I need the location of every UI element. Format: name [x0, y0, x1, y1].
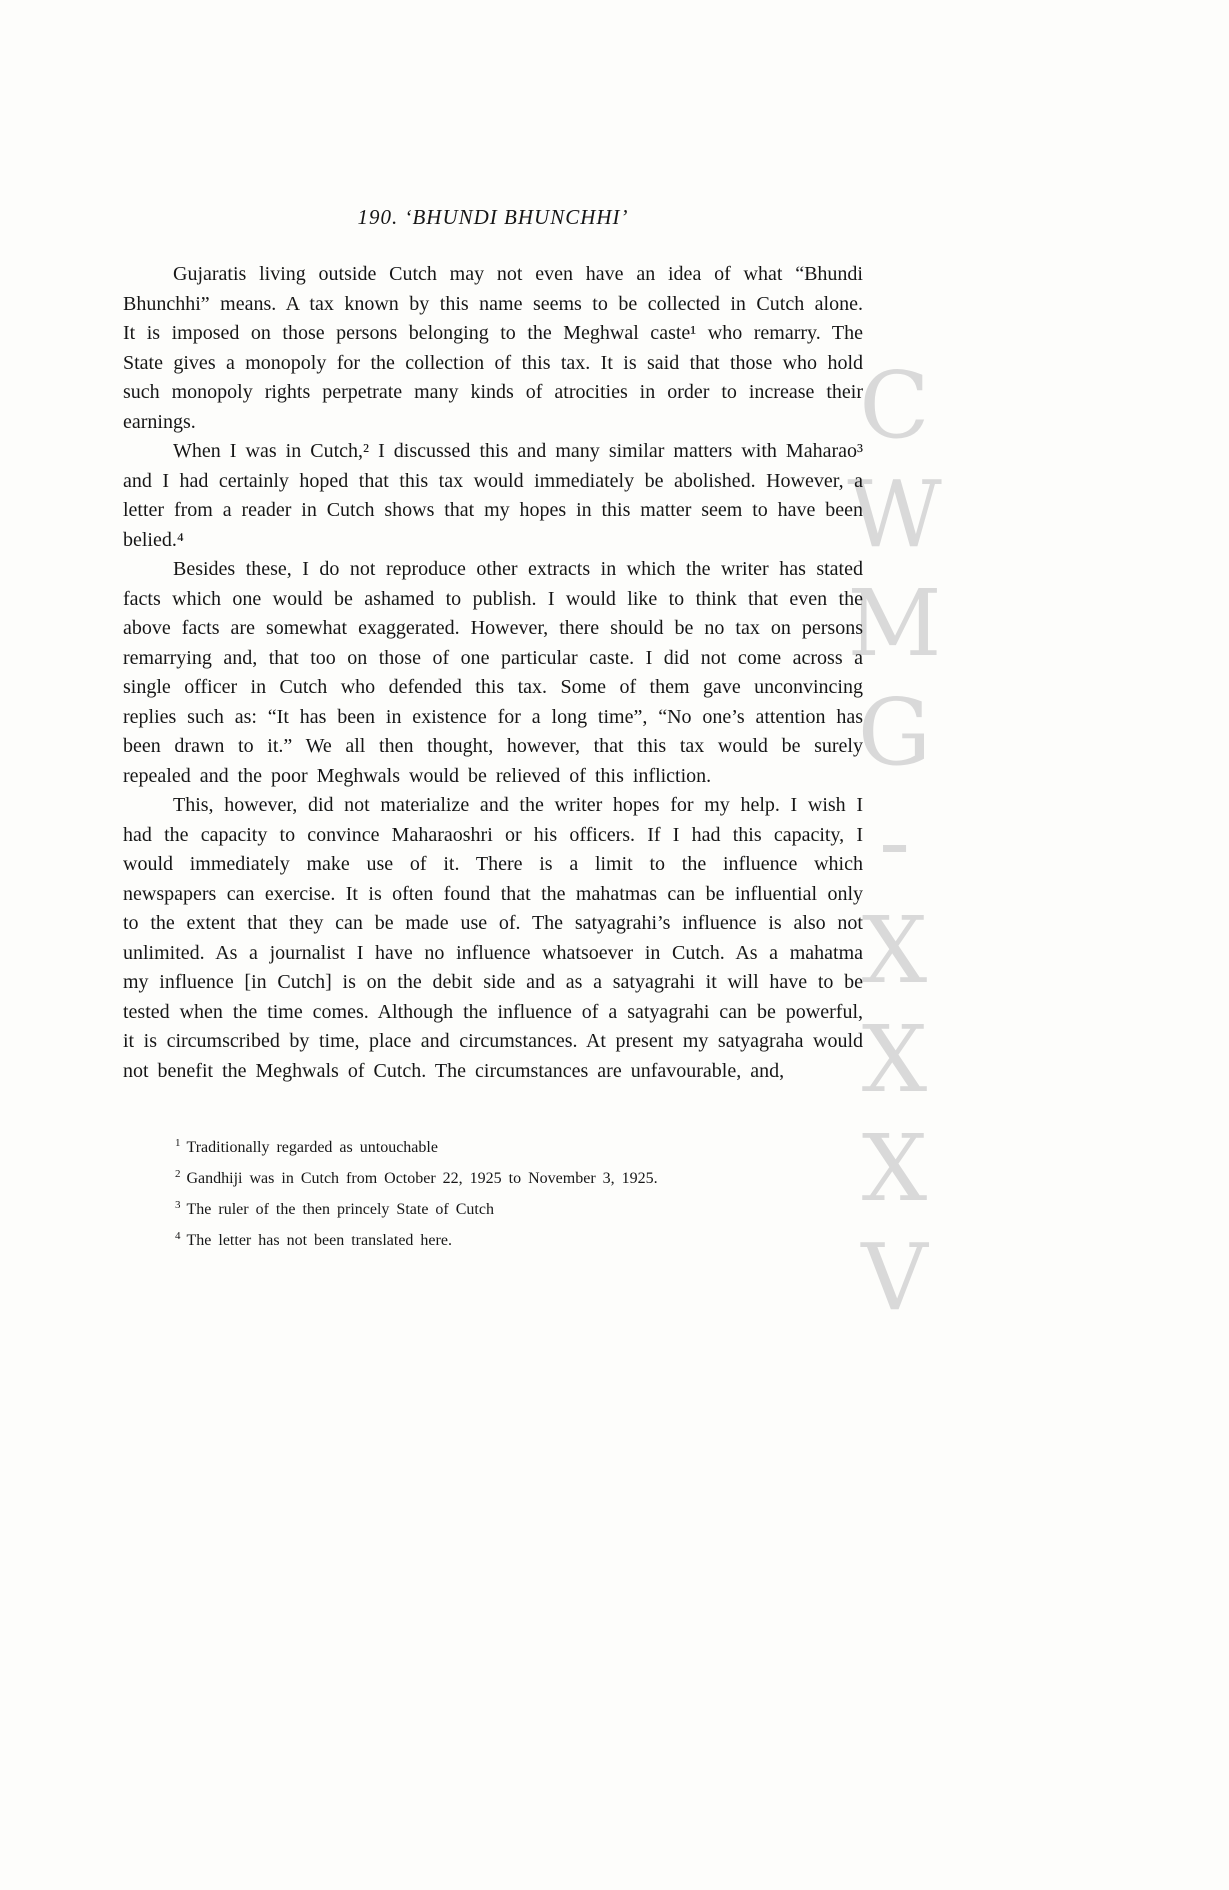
footnote-2: [175, 1161, 863, 1192]
footnotes-block: [175, 1130, 863, 1254]
paragraph-4: This, however, did not materialize and the writer hopes for my help. I wish I had the capacity to convince Maharaoshri or his officers. If I had this capacity, I would immediately make use of it. There is a limit to the influence which newspapers can exercise. It is often found that the mahatmas can be influential only to the extent that they can be made use of. The satyagrahi’s influence is also not unlimited. As a journalist I have no influence whatsoever in Cutch. As a mahatma my influence [in Cutch] is on the debit side and as a satyagrahi it will have to be tested when the time comes. Although the influence of a satyagrahi can be powerful, it is circumscribed by time, place and circumstances. At present my satyagraha would not benefit the Meghwals of Cutch. The circumstances are unfavourable, and,: [123, 794, 863, 1082]
footnote-3: [175, 1192, 863, 1223]
footnote-marker: 3: [175, 1199, 181, 1211]
paragraph-1: Gujaratis living outside Cutch may not even have an idea of what “Bhundi Bhunchhi” means. A tax known by this name seems to be collected in Cutch alone. It is imposed on those persons belonging to the Meghwal caste¹ who remarry. The State gives a monopoly for the collection of this tax. It is said that those who hold such monopoly rights perpetrate many kinds of atrocities in order to increase their earnings.: [123, 263, 863, 433]
footnote-4: [175, 1223, 863, 1254]
footnote-1: [175, 1130, 863, 1161]
footnote-marker: 1: [175, 1137, 181, 1149]
paragraph-3: Besides these, I do not reproduce other extracts in which the writer has stated facts which one would be ashamed to publish. I would like to think that even the above facts are somewhat exaggerated. However, there should be no tax on persons remarrying and, that too on those of one particular caste. I did not come across a single officer in Cutch who defended this tax. Some of them gave unconvincing replies such as: “It has been in existence for a long time”, “No one’s attention has been drawn to it.” We all then thought, however, that this tax would be surely repealed and the poor Meghwals would be relieved of this infliction.: [123, 558, 863, 787]
paragraph-2: When I was in Cutch,² I discussed this and many similar matters with Maharao³ and I had certainly hoped that this tax would immediately be abolished. However, a letter from a reader in Cutch shows that my hopes in this matter seem to have been belied.⁴: [123, 440, 863, 551]
footnote-text: The letter has not been translated here.: [186, 1232, 452, 1249]
section-title: 190. ‘BHUNDI BHUNCHHI’: [357, 205, 629, 229]
page-content: [123, 205, 863, 1254]
footnote-text: Gandhiji was in Cutch from October 22, 1925 to November 3, 1925.: [186, 1170, 658, 1187]
footnote-marker: 4: [175, 1230, 181, 1242]
footnote-marker: 2: [175, 1168, 181, 1180]
footnote-text: Traditionally regarded as untouchable: [186, 1139, 438, 1156]
footnote-text: The ruler of the then princely State of Cutch: [186, 1201, 494, 1218]
cwmg-volume-watermark: CWMG-XXXV: [841, 352, 948, 1333]
